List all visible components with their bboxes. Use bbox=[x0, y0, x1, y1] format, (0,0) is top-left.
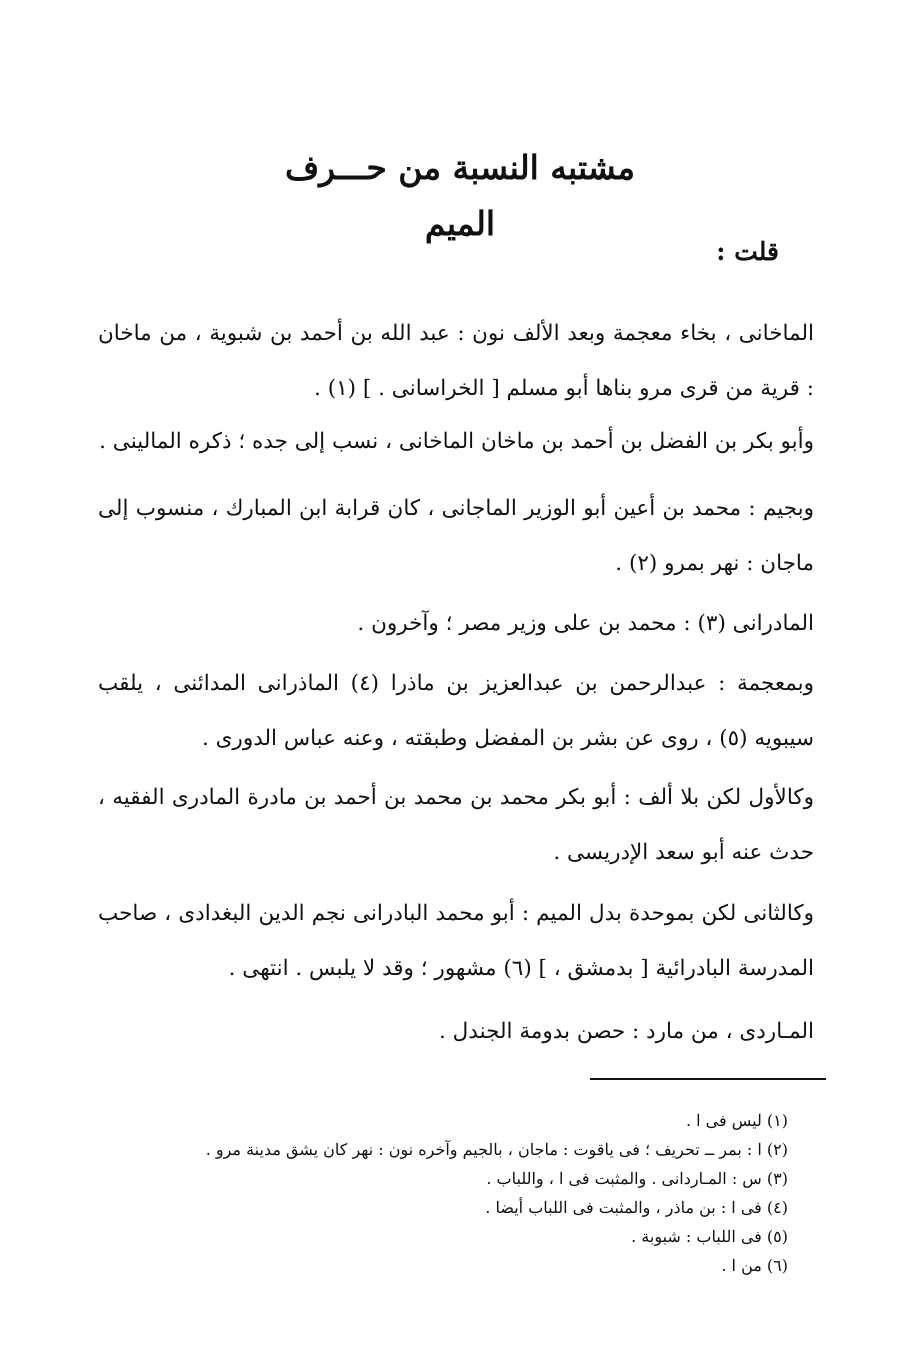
footnotes bbox=[140, 1106, 788, 1280]
footnote-item: (٥) فى اللباب : شبوبة . bbox=[631, 1227, 788, 1246]
paragraph-majani: وبجيم : محمد بن أعين أبو الوزير الماجانى ، كان قرابة ابن المبارك ، منسوب إلى ماجان : نهر بمرو (٢) . bbox=[98, 496, 814, 576]
paragraph-madarani: المادرانى (٣) : محمد بن على وزير مصر ؛ وآخرون . bbox=[357, 611, 814, 636]
footnote-item: (٤) فى ا : بن ماذر ، والمثبت فى اللباب أيضا . bbox=[485, 1198, 788, 1217]
footnote-item: (٣) س : المـاردانى . والمثبت فى ا ، واللباب . bbox=[486, 1169, 788, 1188]
footnote-item: (٢) ا : بمر ــ تحريف ؛ فى ياقوت : ماجان ، بالجيم وآخره نون : نهر كان يشق مدينة مرو . bbox=[205, 1140, 788, 1159]
footnote-divider bbox=[590, 1078, 826, 1080]
footnote-item: (١) ليس فى ا . bbox=[685, 1111, 788, 1130]
page-title: مشتبه النسبة من حـــرف الميم bbox=[284, 148, 636, 243]
paragraph-abu-bakr: وأبو بكر بن الفضل بن أحمد بن ماخان الماخانى ، نسب إلى جده ؛ ذكره المالينى . bbox=[99, 429, 814, 454]
paragraph-makhani: الماخانى ، بخاء معجمة وبعد الألف نون : عبد الله بن أحمد بن شبوية ، من ماخان : قرية من قرى مرو بناها أبو مسلم [ الخراسانى . ] (١) . bbox=[98, 321, 814, 401]
paragraph-madari: وكالأول لكن بلا ألف : أبو بكر محمد بن محمد بن أحمد بن مادرة المادرى الفقيه ، حدث عنه أبو سعد الإدريسى . bbox=[98, 785, 814, 865]
paragraph-badarani: وكالثانى لكن بموحدة بدل الميم : أبو محمد البادرانى نجم الدين البغدادى ، صاحب المدرسة البادرائية [ بدمشق ، ] (٦) مشهور ؛ وقد لا يلبس . انتهى . bbox=[98, 901, 814, 981]
section-label: قلت : bbox=[716, 237, 779, 266]
paragraph-madharani: وبمعجمة : عبدالرحمن بن عبدالعزيز بن ماذرا (٤) الماذرانى المدائنى ، يلقب سيبويه (٥) ، روى عن بشر بن المفضل وطبقته ، وعنه عباس الدورى . bbox=[98, 671, 814, 751]
footnote-item: (٦) من ا . bbox=[721, 1256, 788, 1275]
paragraph-maridi: المـاردى ، من مارد : حصن بدومة الجندل . bbox=[439, 1019, 814, 1044]
